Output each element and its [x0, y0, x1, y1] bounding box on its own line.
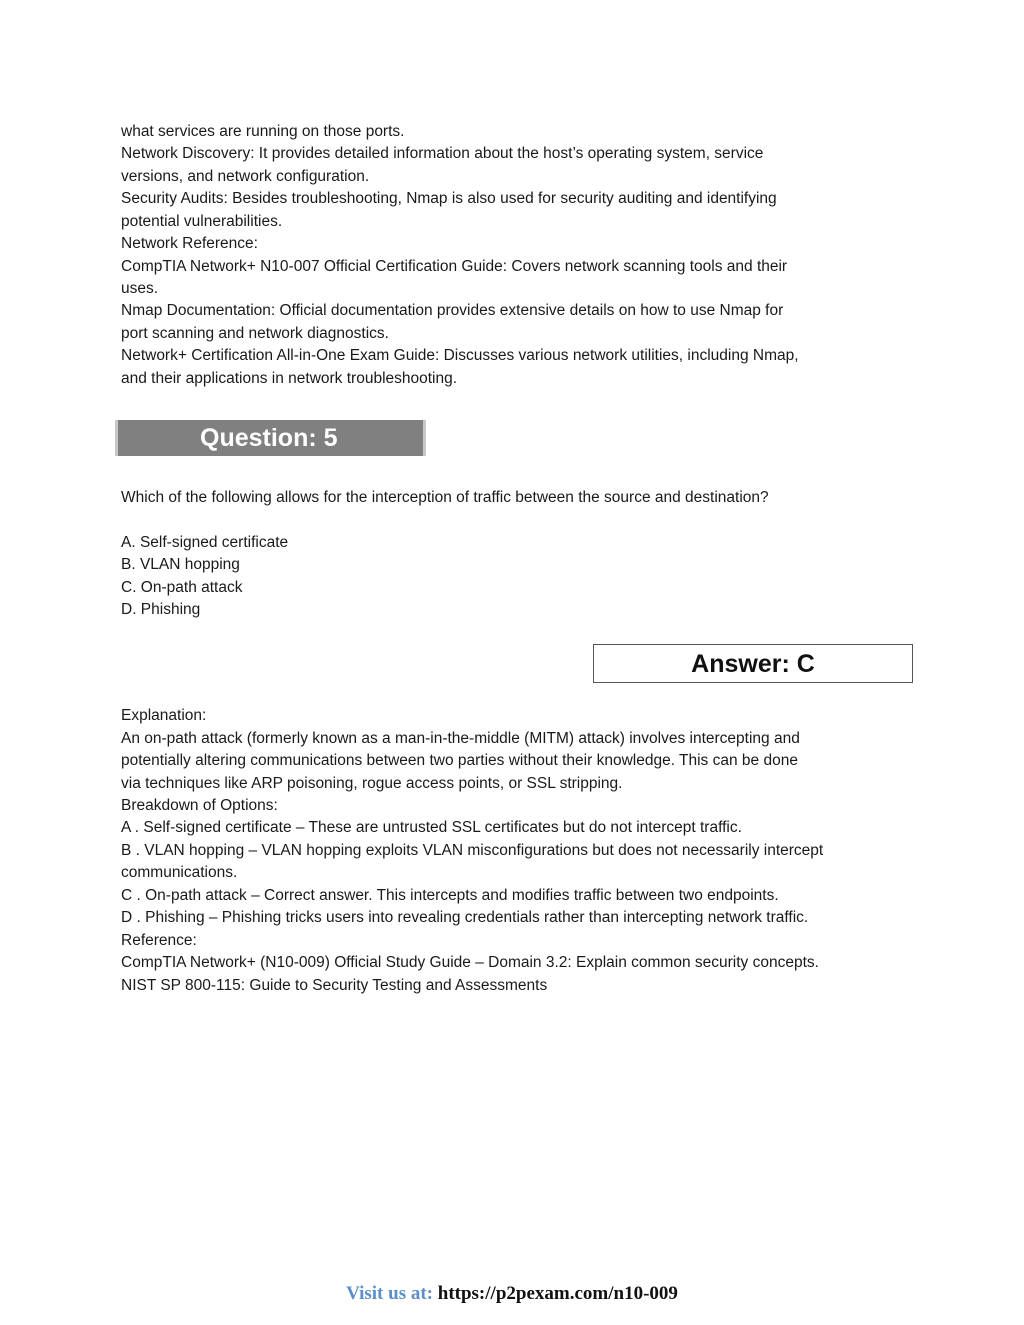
explanation-line: C . On-path attack – Correct answer. This intercepts and modifies traffic between two endpoints.	[121, 887, 779, 904]
answer-title: Answer: C	[691, 650, 815, 678]
intro-line: versions, and network configuration.	[121, 168, 370, 185]
question-title: Question: 5	[200, 424, 338, 452]
question-text: Which of the following allows for the interception of traffic between the source and destination?	[121, 489, 769, 506]
explanation-line: Reference:	[121, 932, 197, 949]
explanation-line: Explanation:	[121, 707, 207, 724]
explanation-line: D . Phishing – Phishing tricks users into revealing credentials rather than intercepting network traffic.	[121, 909, 809, 926]
explanation-line: An on-path attack (formerly known as a man-in-the-middle (MITM) attack) involves intercepting and	[121, 730, 800, 747]
option-c: C. On-path attack	[121, 579, 243, 596]
intro-line: Network Discovery: It provides detailed information about the host’s operating system, service	[121, 145, 764, 162]
explanation-line: B . VLAN hopping – VLAN hopping exploits VLAN misconfigurations but does not necessarily intercept	[121, 842, 824, 859]
explanation-line: Breakdown of Options:	[121, 797, 278, 814]
intro-line: Security Audits: Besides troubleshooting, Nmap is also used for security auditing and identifying	[121, 190, 777, 207]
intro-line: CompTIA Network+ N10-007 Official Certification Guide: Covers network scanning tools and their	[121, 258, 788, 275]
intro-line: and their applications in network troubleshooting.	[121, 370, 458, 387]
intro-line: uses.	[121, 280, 159, 297]
explanation-line: CompTIA Network+ (N10-009) Official Study Guide – Domain 3.2: Explain common security concepts.	[121, 954, 819, 971]
option-d: D. Phishing	[121, 601, 201, 618]
explanation-line: NIST SP 800-115: Guide to Security Testing and Assessments	[121, 977, 548, 994]
intro-line: port scanning and network diagnostics.	[121, 325, 389, 342]
explanation-line: potentially altering communications between two parties without their knowledge. This can be done	[121, 752, 798, 769]
option-b: B. VLAN hopping	[121, 556, 240, 573]
footer	[0, 1282, 1024, 1306]
intro-line: Network Reference:	[121, 235, 258, 252]
explanation-line: via techniques like ARP poisoning, rogue access points, or SSL stripping.	[121, 775, 623, 792]
explanation-line: A . Self-signed certificate – These are untrusted SSL certificates but do not intercept traffic.	[121, 819, 742, 836]
footer-url-link[interactable]: https://p2pexam.com/n10-009	[437, 1283, 678, 1304]
footer-label: Visit us at:	[346, 1283, 433, 1304]
intro-line: potential vulnerabilities.	[121, 213, 283, 230]
explanation-line: communications.	[121, 864, 238, 881]
option-a: A. Self-signed certificate	[121, 534, 289, 551]
intro-line: Nmap Documentation: Official documentation provides extensive details on how to use Nmap for	[121, 302, 784, 319]
intro-line: what services are running on those ports.	[121, 123, 405, 140]
intro-line: Network+ Certification All-in-One Exam Guide: Discusses various network utilities, including Nmap,	[121, 347, 799, 364]
question-banner	[115, 420, 426, 456]
answer-box	[593, 644, 913, 683]
